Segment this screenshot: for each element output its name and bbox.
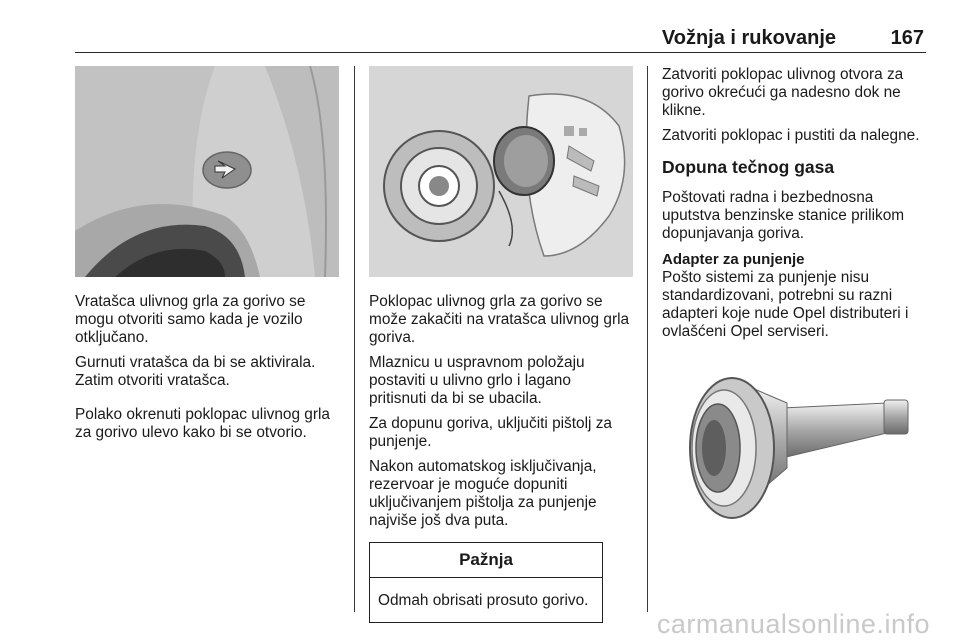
chapter-title: Vožnja i rukovanje bbox=[661, 27, 836, 49]
paragraph: Polako okrenuti poklopac ulivnog grla za gorivo ulevo kako bi se otvorio. bbox=[75, 406, 330, 441]
column-2 bbox=[369, 66, 632, 623]
notice-title: Pažnja bbox=[370, 543, 602, 578]
paragraph: Zatvoriti poklopac i pustiti da nalegne. bbox=[662, 127, 920, 144]
paragraph: Pošto sistemi za punjenje nisu standardizovani, potrebni su razni adapteri koje nude Opel distributeri i ovlašćeni Opel serviseri. bbox=[662, 269, 909, 340]
filling-adapter-illustration-icon bbox=[662, 348, 926, 558]
watermark: carmanualsonline.info bbox=[656, 609, 930, 639]
paragraph: Gurnuti vratašca da bi se aktivirala. Zatim otvoriti vratašca. bbox=[75, 354, 316, 389]
section-heading: Dopuna tečnog gasa bbox=[662, 157, 835, 177]
paragraph: Poštovati radna i bezbednosna uputstva benzinske stanice prilikom dopunjavanja goriva. bbox=[662, 189, 905, 242]
notice-box bbox=[369, 542, 603, 623]
sub-heading: Adapter za punjenje bbox=[662, 251, 805, 268]
fuel-door-illustration-icon bbox=[75, 66, 339, 277]
page-number: 167 bbox=[890, 27, 924, 49]
notice-body: Odmah obrisati prosuto gorivo. bbox=[378, 592, 589, 609]
paragraph: Poklopac ulivnog grla za gorivo se može zakačiti na vratašca ulivnog grla goriva. bbox=[369, 293, 630, 346]
paragraph: Za dopunu goriva, uključiti pištolj za punjenje. bbox=[369, 415, 612, 450]
fuel-cap-illustration-icon bbox=[369, 66, 633, 277]
column-divider-2 bbox=[647, 66, 648, 612]
paragraph: Nakon automatskog isključivanja, rezervoar je moguće dopuniti uključivanjem pištolja za punjenje najviše još dva puta. bbox=[369, 458, 597, 529]
page-header bbox=[75, 22, 926, 53]
column-divider-1 bbox=[354, 66, 355, 612]
paragraph: Mlaznicu u uspravnom položaju postaviti u ulivno grlo i lagano pritisnuti da bi se ubacila. bbox=[369, 354, 585, 407]
paragraph: Vratašca ulivnog grla za gorivo se mogu otvoriti samo kada je vozilo otključano. bbox=[75, 293, 306, 346]
column-1 bbox=[75, 66, 345, 449]
column-3 bbox=[662, 66, 930, 558]
paragraph: Zatvoriti poklopac ulivnog otvora za gorivo okrećući ga nadesno dok ne klikne. bbox=[662, 66, 904, 119]
